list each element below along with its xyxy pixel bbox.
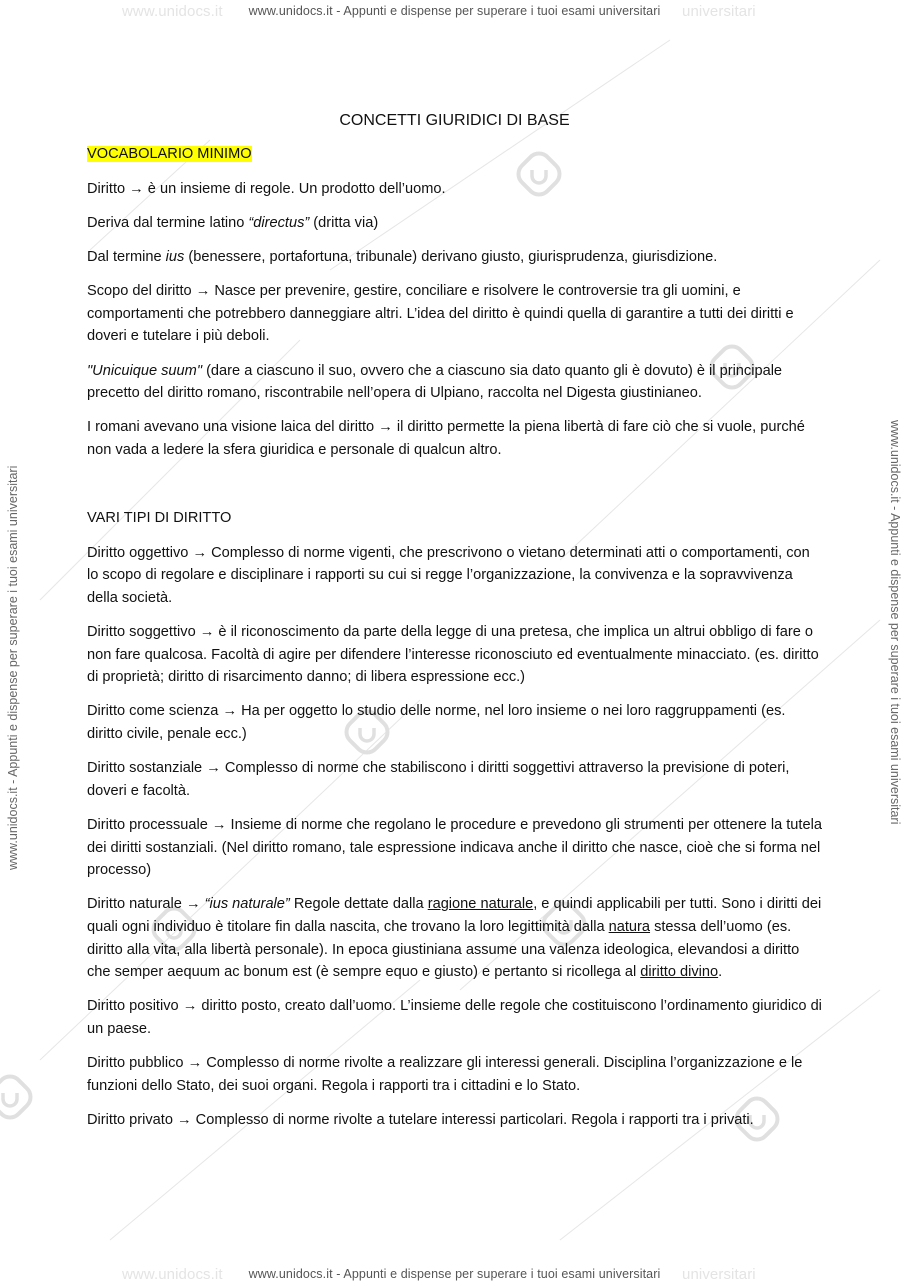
watermark-ghost-right: universitari [682,1266,756,1283]
definition-processuale: Diritto processuale → Insieme di norme che regolano le procedure e prevedono gli strumenti per ottenere la tutela dei diritti sostanziali. (Nel diritto romano, tale espressione indicava anche il diritto che nasce, cioè che si forma nel processo) [87,817,822,879]
text-run: Dal termine [87,248,166,265]
definition-naturale [87,893,822,983]
watermark-ghost-right: universitari [682,3,756,20]
paragraph [87,212,822,235]
paragraph [87,360,822,405]
document-title: CONCETTI GIURIDICI DI BASE [339,112,570,129]
underlined-term: natura [608,918,651,935]
definition-soggettivo: Diritto soggettivo → è il riconoscimento da parte della legge di una pretesa, che implica un altrui obbligo di fare o non fare qualcosa. Facoltà di agire per difendere l’interesse riconosciuto ed eventualmente minacciato. (es. diritto di proprietà; diritto di risarcimento danno; di libera espressione ecc.) [87,624,819,686]
watermark-side-left [6,466,20,870]
watermark-ghost-left: www.unidocs.it [122,1266,223,1283]
section-heading-vocabolario [87,143,822,166]
watermark-side-right-text: www.unidocs.it - Appunti e dispense per superare i tuoi esami universitari [888,420,902,825]
definition-sostanziale: Diritto sostanziale → Complesso di norme che stabiliscono i diritti soggettivi attraverso la previsione di poteri, doveri e facoltà. [87,760,790,799]
text-run: (dare a ciascuno il suo, ovvero che a ciascuno sia dato quanto gli è dovuto) è il principale precetto del diritto romano, riscontrabile nell’opera di Ulpiano, raccolta nel Digesta giustinianeo. [87,362,783,402]
text-run: (benessere, portafortuna, tribunale) derivano giusto, giurisprudenza, giurisdizione. [184,248,718,265]
definition-positivo: Diritto positivo → diritto posto, creato dall’uomo. L’insieme delle regole che costituiscono l’ordinamento giuridico di un paese. [87,998,822,1037]
paragraph: Scopo del diritto → Nasce per prevenire, gestire, conciliare e risolvere le controversie tra gli uomini, e comportamenti che potrebbero danneggiare altri. L’idea del diritto è quindi quella di garantire a tutti dei diritti e doveri e tutelare i più deboli. [87,283,794,345]
paragraph: Diritto → è un insieme di regole. Un prodotto dell’uomo. [87,180,446,197]
underlined-term: diritto divino [640,964,719,981]
watermark-side-left-text: www.unidocs.it - Appunti e dispense per superare i tuoi esami universitari [6,465,20,870]
paragraph: I romani avevano una visione laica del diritto → il diritto permette la piena libertà di fare ciò che si vuole, purché non vada a ledere la sfera giuridica e personale di qualcun altro. [87,419,805,458]
watermark-footer [0,1267,909,1281]
definition-scienza: Diritto come scienza → Ha per oggetto lo studio delle norme, nel loro insieme o nei loro raggruppamenti (es. diritto civile, penale ecc.) [87,703,786,743]
watermark-header-text: www.unidocs.it - Appunti e dispense per superare i tuoi esami universitari [248,4,661,18]
text-run: . [718,964,723,981]
watermark-ghost-left: www.unidocs.it [122,3,223,20]
text-run: Diritto naturale → [87,896,205,913]
document-body [87,109,822,1143]
italic-term: “directus” [248,214,310,231]
section-spacer [87,473,822,507]
watermark-header [0,4,909,18]
watermark-footer-text: www.unidocs.it - Appunti e dispense per superare i tuoi esami universitari [248,1267,661,1281]
italic-term: "Unicuique suum" [87,362,203,379]
unidocs-logo-icon [0,1073,34,1121]
definition-privato: Diritto privato → Complesso di norme rivolte a tutelare interessi particolari. Regola i rapporti tra i privati. [87,1111,754,1128]
text-run: , e quindi applicabili per tutti. Sono i diritti dei quali ogni individuo è titolare fin dalla nascita, che trovano la loro legittimità dalla [87,896,822,935]
italic-term: “ius naturale” [204,896,290,913]
text-run: Deriva dal termine latino [87,214,249,231]
paragraph [87,246,822,269]
underlined-term: ragione naturale [427,896,534,913]
definition-oggettivo: Diritto oggettivo → Complesso di norme vigenti, che prescrivono o vietano determinati atti o comportamenti, con lo scopo di regolare e disciplinare i rapporti su cui si regge l’organizzazione, la convivenza e la sopravvivenza della società. [87,544,810,606]
definition-pubblico: Diritto pubblico → Complesso di norme rivolte a realizzare gli interessi generali. Disciplina l’organizzazione e le funzioni dello Stato, dei suoi organi. Regola i rapporti tra i cittadini e lo Stato. [87,1055,803,1094]
italic-term: ius [165,248,185,265]
section-heading-tipi: VARI TIPI DI DIRITTO [87,510,232,527]
text-run: stessa dell’uomo (es. diritto alla vita, alla libertà personale). In epoca giustiniana assume una valenza ideologica, elevandosi a diritto che semper aequum ac bonum est (è sempre equo e giusto) e pertanto si ricollega al [87,918,800,981]
text-run: (dritta via) [309,214,379,231]
highlighted-heading: VOCABOLARIO MINIMO [87,146,252,162]
watermark-side-right [888,420,902,824]
text-run: Regole dettate dalla [289,896,428,913]
